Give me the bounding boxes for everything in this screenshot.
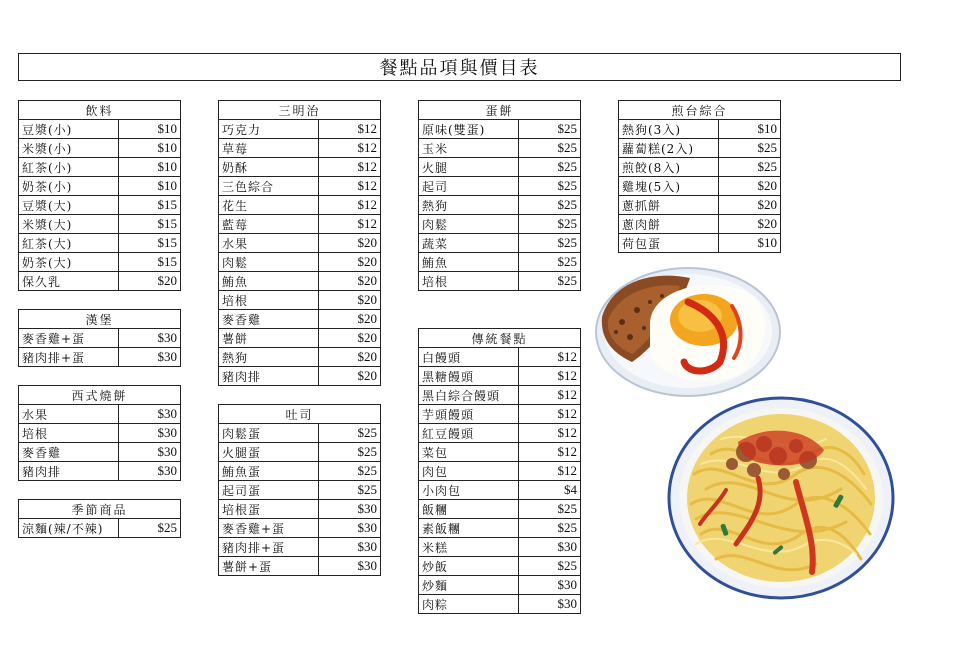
menu-row xyxy=(19,196,181,215)
item-name: 草莓 xyxy=(219,139,319,158)
item-name: 小肉包 xyxy=(419,481,519,500)
menu-row xyxy=(419,386,581,405)
item-price: $20 xyxy=(719,177,781,196)
item-price: $20 xyxy=(719,196,781,215)
item-name: 豆漿(大) xyxy=(19,196,119,215)
menu-row xyxy=(419,367,581,386)
item-price: $12 xyxy=(319,158,381,177)
item-name: 水果 xyxy=(219,234,319,253)
menu-row xyxy=(219,348,381,367)
item-name: 菜包 xyxy=(419,443,519,462)
item-price: $25 xyxy=(519,253,581,272)
item-name: 麥香雞+蛋 xyxy=(219,519,319,538)
menu-row xyxy=(19,424,181,443)
item-name: 薯餅 xyxy=(219,329,319,348)
item-price: $12 xyxy=(519,462,581,481)
item-name: 紅茶(小) xyxy=(19,158,119,177)
menu-row xyxy=(219,272,381,291)
item-name: 原味(雙蛋) xyxy=(419,120,519,139)
menu-row xyxy=(219,329,381,348)
menu-row xyxy=(219,196,381,215)
item-name: 豬肉排+蛋 xyxy=(19,348,119,367)
item-price: $25 xyxy=(319,443,381,462)
menu-row xyxy=(419,443,581,462)
item-name: 豬肉排 xyxy=(219,367,319,386)
item-name: 奶酥 xyxy=(219,158,319,177)
menu-row xyxy=(19,215,181,234)
item-price: $30 xyxy=(119,462,181,481)
item-price: $30 xyxy=(319,538,381,557)
item-price: $15 xyxy=(119,196,181,215)
menu-table-drinks xyxy=(18,100,181,291)
item-price: $12 xyxy=(319,196,381,215)
item-price: $15 xyxy=(119,253,181,272)
item-price: $10 xyxy=(119,177,181,196)
item-name: 熱狗 xyxy=(219,348,319,367)
menu-row xyxy=(419,253,581,272)
item-price: $12 xyxy=(319,139,381,158)
menu-row xyxy=(19,519,181,538)
item-name: 豬肉排 xyxy=(19,462,119,481)
item-name: 飯糰 xyxy=(419,500,519,519)
section-title: 傳統餐點 xyxy=(419,329,581,348)
menu-row xyxy=(219,424,381,443)
item-name: 巧克力 xyxy=(219,120,319,139)
item-name: 三色綜合 xyxy=(219,177,319,196)
item-name: 花生 xyxy=(219,196,319,215)
item-name: 奶茶(大) xyxy=(19,253,119,272)
item-name: 麥香雞+蛋 xyxy=(19,329,119,348)
item-name: 紅茶(大) xyxy=(19,234,119,253)
item-name: 炒麵 xyxy=(419,576,519,595)
item-name: 炒飯 xyxy=(419,557,519,576)
item-name: 水果 xyxy=(19,405,119,424)
menu-row xyxy=(219,367,381,386)
menu-row xyxy=(419,234,581,253)
menu-row xyxy=(219,215,381,234)
item-name: 熱狗(3入) xyxy=(619,120,719,139)
item-name: 麥香雞 xyxy=(219,310,319,329)
menu-row xyxy=(419,538,581,557)
item-name: 涼麵(辣/不辣) xyxy=(19,519,119,538)
menu-row xyxy=(419,481,581,500)
menu-row xyxy=(619,234,781,253)
menu-row xyxy=(419,215,581,234)
item-name: 玉米 xyxy=(419,139,519,158)
item-name: 素飯糰 xyxy=(419,519,519,538)
item-price: $10 xyxy=(719,234,781,253)
menu-row xyxy=(219,538,381,557)
item-price: $20 xyxy=(119,272,181,291)
item-price: $25 xyxy=(519,215,581,234)
item-price: $30 xyxy=(119,405,181,424)
item-name: 培根蛋 xyxy=(219,500,319,519)
item-name: 肉鬆 xyxy=(419,215,519,234)
item-price: $25 xyxy=(519,500,581,519)
item-price: $12 xyxy=(519,443,581,462)
item-name: 薯餅+蛋 xyxy=(219,557,319,576)
item-price: $15 xyxy=(119,215,181,234)
menu-table-seasonal xyxy=(18,499,181,538)
menu-row xyxy=(419,462,581,481)
item-name: 荷包蛋 xyxy=(619,234,719,253)
menu-row xyxy=(19,443,181,462)
section-title: 蛋餅 xyxy=(419,101,581,120)
item-price: $25 xyxy=(519,120,581,139)
item-name: 肉包 xyxy=(419,462,519,481)
item-name: 火腿 xyxy=(419,158,519,177)
menu-row xyxy=(19,253,181,272)
menu-row xyxy=(419,177,581,196)
menu-row xyxy=(19,462,181,481)
menu-row xyxy=(219,139,381,158)
menu-row xyxy=(19,405,181,424)
section-title: 季節商品 xyxy=(19,500,181,519)
item-name: 米漿(大) xyxy=(19,215,119,234)
item-price: $15 xyxy=(119,234,181,253)
section-title: 飲料 xyxy=(19,101,181,120)
item-name: 鮪魚蛋 xyxy=(219,462,319,481)
item-name: 麥香雞 xyxy=(19,443,119,462)
menu-table-burgers xyxy=(18,309,181,367)
menu-table-sandwich xyxy=(218,100,381,386)
item-price: $30 xyxy=(119,348,181,367)
item-price: $25 xyxy=(519,557,581,576)
item-price: $25 xyxy=(319,481,381,500)
menu-row xyxy=(219,519,381,538)
section-title: 西式燒餅 xyxy=(19,386,181,405)
menu-row xyxy=(619,120,781,139)
item-price: $25 xyxy=(519,196,581,215)
item-name: 鮪魚 xyxy=(419,253,519,272)
menu-row xyxy=(19,234,181,253)
menu-row xyxy=(619,215,781,234)
item-price: $10 xyxy=(119,158,181,177)
item-name: 雞塊(5入) xyxy=(619,177,719,196)
menu-row xyxy=(219,462,381,481)
item-name: 蔥肉餅 xyxy=(619,215,719,234)
menu-row xyxy=(419,424,581,443)
item-price: $20 xyxy=(719,215,781,234)
item-name: 熱狗 xyxy=(419,196,519,215)
menu-table-eggpancake xyxy=(418,100,581,291)
item-price: $20 xyxy=(319,291,381,310)
item-price: $25 xyxy=(519,139,581,158)
item-price: $30 xyxy=(119,424,181,443)
item-price: $10 xyxy=(119,139,181,158)
item-name: 起司 xyxy=(419,177,519,196)
item-name: 肉鬆 xyxy=(219,253,319,272)
item-name: 黑白綜合饅頭 xyxy=(419,386,519,405)
menu-row xyxy=(619,196,781,215)
menu-row xyxy=(19,120,181,139)
item-price: $4 xyxy=(519,481,581,500)
item-price: $12 xyxy=(319,177,381,196)
menu-row xyxy=(619,158,781,177)
item-price: $10 xyxy=(719,120,781,139)
item-price: $30 xyxy=(319,519,381,538)
menu-row xyxy=(419,576,581,595)
menu-table-griddle xyxy=(618,100,781,253)
item-price: $25 xyxy=(519,272,581,291)
menu-row xyxy=(419,272,581,291)
item-price: $30 xyxy=(519,538,581,557)
item-name: 鮪魚 xyxy=(219,272,319,291)
menu-row xyxy=(219,234,381,253)
item-name: 培根 xyxy=(419,272,519,291)
item-name: 火腿蛋 xyxy=(219,443,319,462)
item-price: $12 xyxy=(519,348,581,367)
menu-table-western xyxy=(18,385,181,481)
menu-row xyxy=(419,196,581,215)
item-price: $25 xyxy=(519,519,581,538)
menu-row xyxy=(419,595,581,614)
menu-row xyxy=(19,348,181,367)
item-price: $25 xyxy=(519,158,581,177)
menu-row xyxy=(19,272,181,291)
item-name: 米漿(小) xyxy=(19,139,119,158)
item-name: 米糕 xyxy=(419,538,519,557)
item-price: $12 xyxy=(319,215,381,234)
item-name: 肉粽 xyxy=(419,595,519,614)
item-price: $20 xyxy=(319,234,381,253)
item-price: $25 xyxy=(319,462,381,481)
item-price: $12 xyxy=(519,424,581,443)
item-name: 豬肉排+蛋 xyxy=(219,538,319,557)
item-price: $25 xyxy=(519,234,581,253)
item-name: 黑糖饅頭 xyxy=(419,367,519,386)
menu-row xyxy=(219,443,381,462)
menu-row xyxy=(419,158,581,177)
item-price: $12 xyxy=(519,386,581,405)
item-price: $30 xyxy=(519,595,581,614)
item-name: 培根 xyxy=(219,291,319,310)
menu-row xyxy=(219,177,381,196)
section-title: 三明治 xyxy=(219,101,381,120)
menu-row xyxy=(19,139,181,158)
section-title: 漢堡 xyxy=(19,310,181,329)
item-price: $30 xyxy=(119,329,181,348)
item-price: $30 xyxy=(319,557,381,576)
item-price: $20 xyxy=(319,253,381,272)
item-name: 紅豆饅頭 xyxy=(419,424,519,443)
menu-row xyxy=(419,405,581,424)
item-price: $20 xyxy=(319,272,381,291)
item-price: $12 xyxy=(519,405,581,424)
item-price: $25 xyxy=(119,519,181,538)
item-name: 蔬菜 xyxy=(419,234,519,253)
item-name: 肉鬆蛋 xyxy=(219,424,319,443)
item-price: $25 xyxy=(719,158,781,177)
menu-row xyxy=(419,120,581,139)
menu-row xyxy=(619,139,781,158)
menu-table-traditional xyxy=(418,328,581,614)
item-price: $20 xyxy=(319,367,381,386)
item-name: 奶茶(小) xyxy=(19,177,119,196)
menu-row xyxy=(419,348,581,367)
menu-row xyxy=(219,120,381,139)
menu-row xyxy=(419,557,581,576)
item-name: 藍莓 xyxy=(219,215,319,234)
cold-noodles-plate-image xyxy=(666,394,896,600)
item-name: 培根 xyxy=(19,424,119,443)
item-price: $30 xyxy=(519,576,581,595)
item-price: $10 xyxy=(119,120,181,139)
item-name: 煎餃(8入) xyxy=(619,158,719,177)
menu-table-toast xyxy=(218,404,381,576)
item-price: $12 xyxy=(519,367,581,386)
menu-row xyxy=(219,557,381,576)
menu-row xyxy=(419,519,581,538)
menu-row xyxy=(419,139,581,158)
item-name: 起司蛋 xyxy=(219,481,319,500)
section-title: 吐司 xyxy=(219,405,381,424)
rice-egg-plate-image xyxy=(592,262,784,400)
page-title: 餐點品項與價目表 xyxy=(18,53,901,81)
menu-row xyxy=(619,177,781,196)
menu-row xyxy=(219,253,381,272)
item-name: 芋頭饅頭 xyxy=(419,405,519,424)
item-name: 白饅頭 xyxy=(419,348,519,367)
item-price: $30 xyxy=(119,443,181,462)
menu-row xyxy=(219,481,381,500)
item-name: 豆漿(小) xyxy=(19,120,119,139)
item-name: 蔥抓餅 xyxy=(619,196,719,215)
item-price: $20 xyxy=(319,310,381,329)
menu-row xyxy=(419,500,581,519)
menu-row xyxy=(19,177,181,196)
item-price: $25 xyxy=(519,177,581,196)
menu-row xyxy=(19,329,181,348)
item-name: 蘿蔔糕(2入) xyxy=(619,139,719,158)
menu-row xyxy=(19,158,181,177)
item-price: $30 xyxy=(319,500,381,519)
item-price: $25 xyxy=(719,139,781,158)
menu-row xyxy=(219,158,381,177)
item-price: $20 xyxy=(319,348,381,367)
menu-row xyxy=(219,310,381,329)
item-price: $20 xyxy=(319,329,381,348)
menu-row xyxy=(219,500,381,519)
item-price: $25 xyxy=(319,424,381,443)
item-price: $12 xyxy=(319,120,381,139)
item-name: 保久乳 xyxy=(19,272,119,291)
section-title: 煎台綜合 xyxy=(619,101,781,120)
menu-row xyxy=(219,291,381,310)
